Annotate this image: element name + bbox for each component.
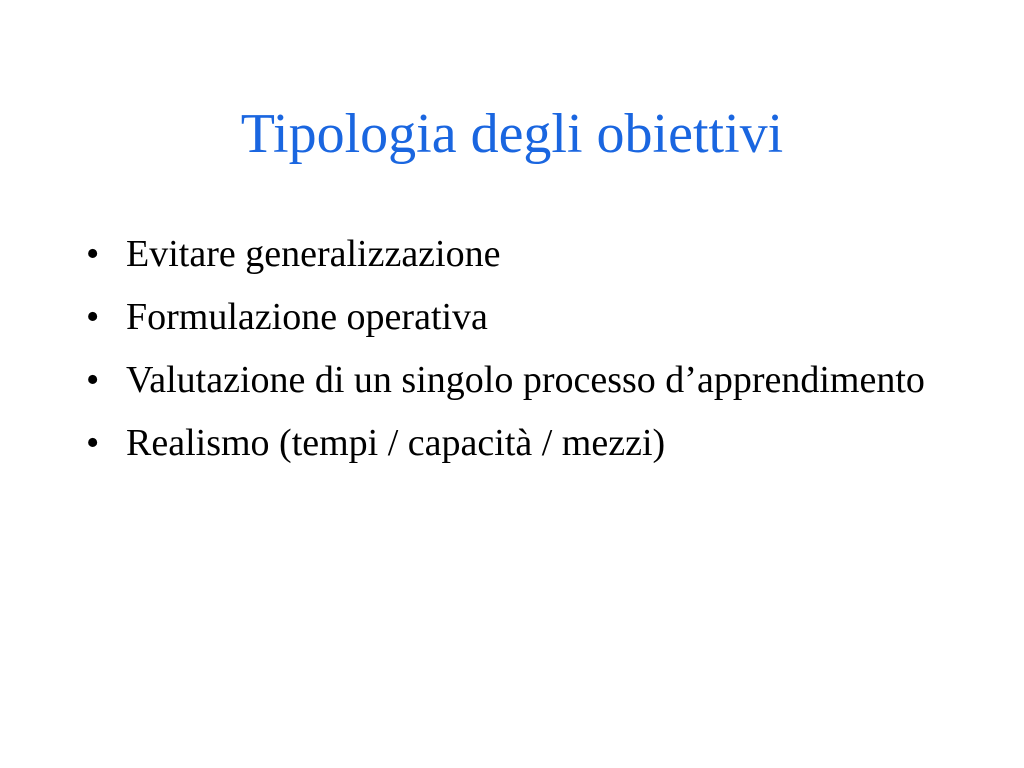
bullet-text: Evitare generalizzazione [126,233,501,275]
slide-title: Tipologia degli obiettivi [240,103,784,165]
bullet-item [86,228,946,281]
bullet-marker: • [86,422,100,464]
bullet-item [86,417,946,470]
bullet-marker: • [86,296,100,338]
bullet-marker: • [86,359,100,401]
bullet-text: Valutazione di un singolo processo d’apprendimento [126,359,925,401]
bullet-item [86,354,946,407]
bullet-text: Formulazione operativa [126,296,488,338]
bullet-text: Realismo (tempi / capacità / mezzi) [126,422,666,464]
bullet-marker: • [86,233,100,275]
bullet-item [86,291,946,344]
bullet-list [86,228,946,480]
